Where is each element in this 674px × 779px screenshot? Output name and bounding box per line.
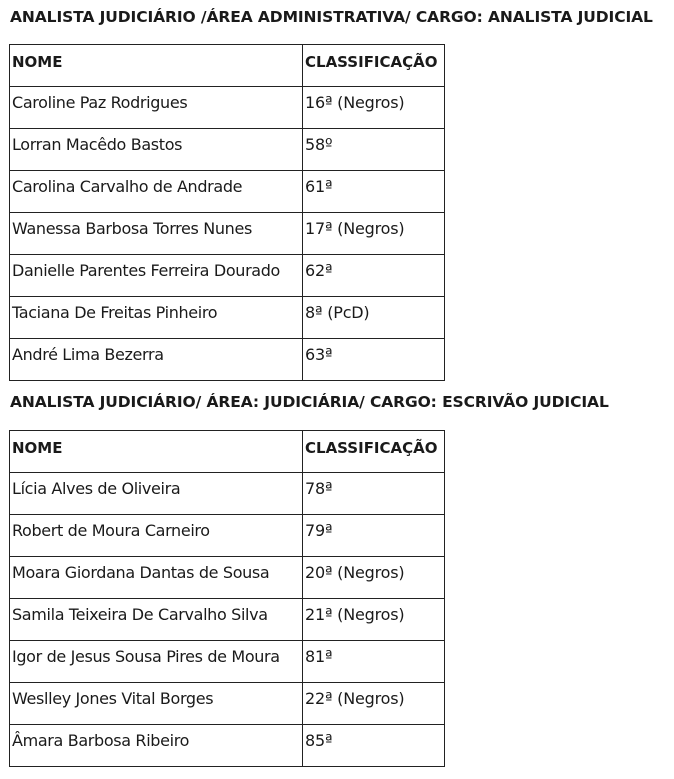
candidate-name: Caroline Paz Rodrigues — [10, 87, 303, 129]
candidate-classification: 58º — [303, 129, 445, 171]
classification-table — [9, 44, 445, 381]
table-row — [10, 87, 445, 129]
table-row — [10, 515, 445, 557]
candidate-classification: 8ª (PcD) — [303, 297, 445, 339]
table-row — [10, 297, 445, 339]
column-header-classification: CLASSIFICAÇÃO — [303, 45, 445, 87]
table-row — [10, 473, 445, 515]
table-header-row — [10, 45, 445, 87]
candidate-name: Taciana De Freitas Pinheiro — [10, 297, 303, 339]
candidate-classification: 61ª — [303, 171, 445, 213]
candidate-classification: 17ª (Negros) — [303, 213, 445, 255]
candidate-name: Carolina Carvalho de Andrade — [10, 171, 303, 213]
candidate-classification: 78ª — [303, 473, 445, 515]
candidate-name: Weslley Jones Vital Borges — [10, 683, 303, 725]
table-row — [10, 641, 445, 683]
candidate-name: Lícia Alves de Oliveira — [10, 473, 303, 515]
table-row — [10, 129, 445, 171]
classification-table — [9, 430, 445, 767]
table-row — [10, 171, 445, 213]
candidate-classification: 20ª (Negros) — [303, 557, 445, 599]
table-row — [10, 599, 445, 641]
candidate-name: Danielle Parentes Ferreira Dourado — [10, 255, 303, 297]
candidate-name: André Lima Bezerra — [10, 339, 303, 381]
section-title: ANALISTA JUDICIÁRIO /ÁREA ADMINISTRATIVA/ CARGO: ANALISTA JUDICIAL — [10, 8, 653, 26]
column-header-classification: CLASSIFICAÇÃO — [303, 431, 445, 473]
candidate-classification: 22ª (Negros) — [303, 683, 445, 725]
candidate-classification: 85ª — [303, 725, 445, 767]
candidate-name: Igor de Jesus Sousa Pires de Moura — [10, 641, 303, 683]
column-header-name: NOME — [10, 45, 303, 87]
table-row — [10, 255, 445, 297]
candidate-classification: 79ª — [303, 515, 445, 557]
column-header-name: NOME — [10, 431, 303, 473]
candidate-classification: 21ª (Negros) — [303, 599, 445, 641]
table-header-row — [10, 431, 445, 473]
candidate-name: Wanessa Barbosa Torres Nunes — [10, 213, 303, 255]
candidate-name: Samila Teixeira De Carvalho Silva — [10, 599, 303, 641]
table-row — [10, 213, 445, 255]
table-row — [10, 557, 445, 599]
candidate-name: Lorran Macêdo Bastos — [10, 129, 303, 171]
table-row — [10, 683, 445, 725]
candidate-name: Moara Giordana Dantas de Sousa — [10, 557, 303, 599]
candidate-classification: 81ª — [303, 641, 445, 683]
candidate-name: Robert de Moura Carneiro — [10, 515, 303, 557]
candidate-classification: 63ª — [303, 339, 445, 381]
table-row — [10, 339, 445, 381]
candidate-classification: 16ª (Negros) — [303, 87, 445, 129]
table-row — [10, 725, 445, 767]
candidate-classification: 62ª — [303, 255, 445, 297]
candidate-name: Âmara Barbosa Ribeiro — [10, 725, 303, 767]
section-title: ANALISTA JUDICIÁRIO/ ÁREA: JUDICIÁRIA/ CARGO: ESCRIVÃO JUDICIAL — [10, 393, 609, 411]
